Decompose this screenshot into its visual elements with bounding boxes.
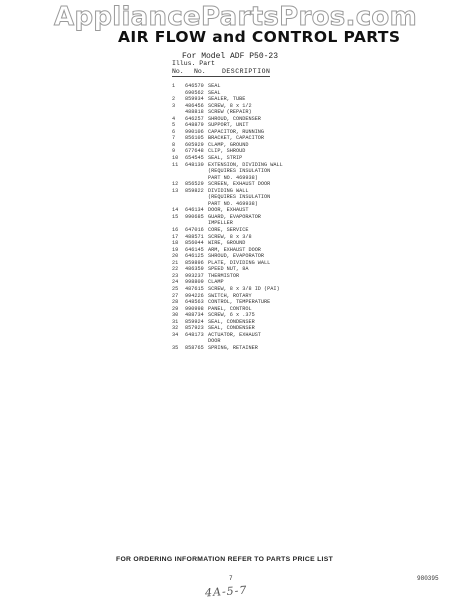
part-description: SHROUD, CONDENSER <box>208 115 261 122</box>
part-description: ACTUATOR, EXHAUST <box>208 331 261 338</box>
part-description: IMPELLER <box>208 220 233 227</box>
illus-number: 7 <box>172 135 176 142</box>
illus-number: 4 <box>172 115 176 122</box>
part-description: SEAL <box>208 89 221 96</box>
illus-number: 3 <box>172 102 176 109</box>
part-description: SHROUD, EVAPORATOR <box>208 253 265 260</box>
part-number: 998809 <box>185 279 204 286</box>
illus-number: 29 <box>172 305 179 312</box>
part-number: 488571 <box>185 233 204 240</box>
part-description: SUPPORT, UNIT <box>208 122 249 129</box>
part-description: CLAMP <box>208 279 224 286</box>
part-number: 646570 <box>185 83 204 89</box>
description-header: DESCRIPTION <box>222 68 271 75</box>
part-number: 605929 <box>185 141 204 148</box>
illus-number: 21 <box>172 259 179 266</box>
part-number: 990685 <box>185 213 204 220</box>
part-description: CLIP, SHROUD <box>208 148 246 155</box>
part-number: 990106 <box>185 128 204 135</box>
part-description: CAPACITOR, RUNNING <box>208 128 265 135</box>
part-no-header: No. <box>194 68 206 75</box>
part-number: 648879 <box>185 122 204 129</box>
parts-list <box>172 83 372 351</box>
part-number: 646134 <box>185 207 204 214</box>
illus-number: 35 <box>172 344 179 351</box>
part-number: 486456 <box>185 102 204 109</box>
part-row <box>172 345 372 352</box>
part-description: PANEL, CONTROL <box>208 305 252 312</box>
illus-no-header: No. <box>172 68 184 75</box>
part-description: SEAL, CONDENSER <box>208 325 255 332</box>
part-number: 859924 <box>185 318 204 325</box>
part-description: GUARD, EVAPORATOR <box>208 213 261 220</box>
part-description: BRACKET, CAPACITOR <box>208 135 265 142</box>
illus-number: 19 <box>172 246 179 253</box>
part-number: 690562 <box>185 89 204 96</box>
part-number: 488734 <box>185 312 204 319</box>
illus-number: 30 <box>172 312 179 319</box>
illus-number: 11 <box>172 161 179 168</box>
page-number: 7 <box>229 575 233 582</box>
part-number: 646257 <box>185 115 204 122</box>
part-description: SCREW, 8 x 3/8 <box>208 233 252 240</box>
illus-number: 22 <box>172 266 179 273</box>
illus-number: 25 <box>172 285 179 292</box>
illus-number: 5 <box>172 122 176 129</box>
part-description: PLATE, DIVIDING WALL <box>208 259 271 266</box>
illus-number: 32 <box>172 325 179 332</box>
part-number: 856529 <box>185 181 204 188</box>
part-number: 647016 <box>185 227 204 234</box>
illus-number: 1 <box>172 83 176 89</box>
part-number: 648130 <box>185 161 204 168</box>
part-number: 856044 <box>185 240 204 247</box>
part-description: (REQUIRES INSULATION <box>208 194 271 201</box>
part-description: SCREW, 6 x .375 <box>208 312 255 319</box>
part-description: WIRE, GROUND <box>208 240 246 247</box>
part-number: 859934 <box>185 96 204 103</box>
illus-number: 16 <box>172 227 179 234</box>
part-number: 677648 <box>185 148 204 155</box>
handwritten-note: 4A-5-7 <box>204 583 248 600</box>
part-number: 648563 <box>185 299 204 306</box>
illus-number: 28 <box>172 299 179 306</box>
part-number: 646125 <box>185 253 204 260</box>
illus-number: 20 <box>172 253 179 260</box>
header-underline <box>172 76 270 77</box>
illus-number: 8 <box>172 141 176 148</box>
illus-number: 14 <box>172 207 179 214</box>
part-number: 858765 <box>185 344 204 351</box>
part-description: SWITCH, ROTARY <box>208 292 252 299</box>
column-headers <box>172 60 270 76</box>
illus-number: 27 <box>172 292 179 299</box>
part-number: 994226 <box>185 292 204 299</box>
part-description: SCREW, 8 x 3/8 ID (PAI) <box>208 285 280 292</box>
model-line: For Model ADF P50-23 <box>182 52 279 61</box>
illus-number: 31 <box>172 318 179 325</box>
part-number: 993237 <box>185 272 204 279</box>
part-description: DOOR, EXHAUST <box>208 207 249 214</box>
illus-number: 34 <box>172 331 179 338</box>
illus-number: 6 <box>172 128 176 135</box>
illus-number: 2 <box>172 96 176 103</box>
watermark: AppliancePartsPros.com <box>54 2 417 32</box>
part-number: 487615 <box>185 285 204 292</box>
document-code: 980395 <box>417 575 439 582</box>
part-description: PART NO. 469938) <box>208 200 258 207</box>
part-number: 856105 <box>185 135 204 142</box>
illus-number: 24 <box>172 279 179 286</box>
part-description: SCREEN, EXHAUST DOOR <box>208 181 271 188</box>
part-number: 646145 <box>185 246 204 253</box>
part-description: SEALER, TUBE <box>208 96 246 103</box>
part-number: 990998 <box>185 305 204 312</box>
illus-number: 13 <box>172 187 179 194</box>
part-description: CORE, SERVICE <box>208 227 249 234</box>
part-number: 859896 <box>185 259 204 266</box>
part-description: (REQUIRES INSULATION <box>208 168 271 175</box>
illus-number: 12 <box>172 181 179 188</box>
part-description: SCREW, 8 x 1/2 <box>208 102 252 109</box>
part-description: SEAL, STRIP <box>208 155 243 162</box>
part-description: SCREW (REPAIR) <box>208 109 252 116</box>
part-description: DIVIDING WALL <box>208 187 249 194</box>
part-number: 859822 <box>185 187 204 194</box>
part-number: 857923 <box>185 325 204 332</box>
part-description: SPEED NUT, 8A <box>208 266 249 273</box>
illus-number: 15 <box>172 213 179 220</box>
part-description: SEAL <box>208 83 221 89</box>
part-number: 486359 <box>185 266 204 273</box>
part-description: SPRING, RETAINER <box>208 344 258 351</box>
illus-number: 10 <box>172 155 179 162</box>
illus-number: 23 <box>172 272 179 279</box>
illus-number: 17 <box>172 233 179 240</box>
part-description: DOOR <box>208 338 221 345</box>
illus-number: 9 <box>172 148 176 155</box>
part-description: THERMISTOR <box>208 272 240 279</box>
page-title: AIR FLOW and CONTROL PARTS <box>118 28 401 46</box>
part-number: 648173 <box>185 331 204 338</box>
part-description: PART NO. 469938) <box>208 174 258 181</box>
part-description: CLAMP, GROUND <box>208 141 249 148</box>
part-description: EXTENSION, DIVIDING WALL <box>208 161 283 168</box>
part-description: ARM, EXHAUST DOOR <box>208 246 261 253</box>
illus-number: 18 <box>172 240 179 247</box>
column-header-row <box>172 68 270 76</box>
part-description: CONTROL, TEMPERATURE <box>208 299 271 306</box>
part-description: SEAL, CONDENSER <box>208 318 255 325</box>
part-number: 654545 <box>185 155 204 162</box>
ordering-note: FOR ORDERING INFORMATION REFER TO PARTS PRICE LIST <box>116 556 334 563</box>
part-number: 488818 <box>185 109 204 116</box>
illus-part-label: Illus. Part <box>172 60 215 67</box>
